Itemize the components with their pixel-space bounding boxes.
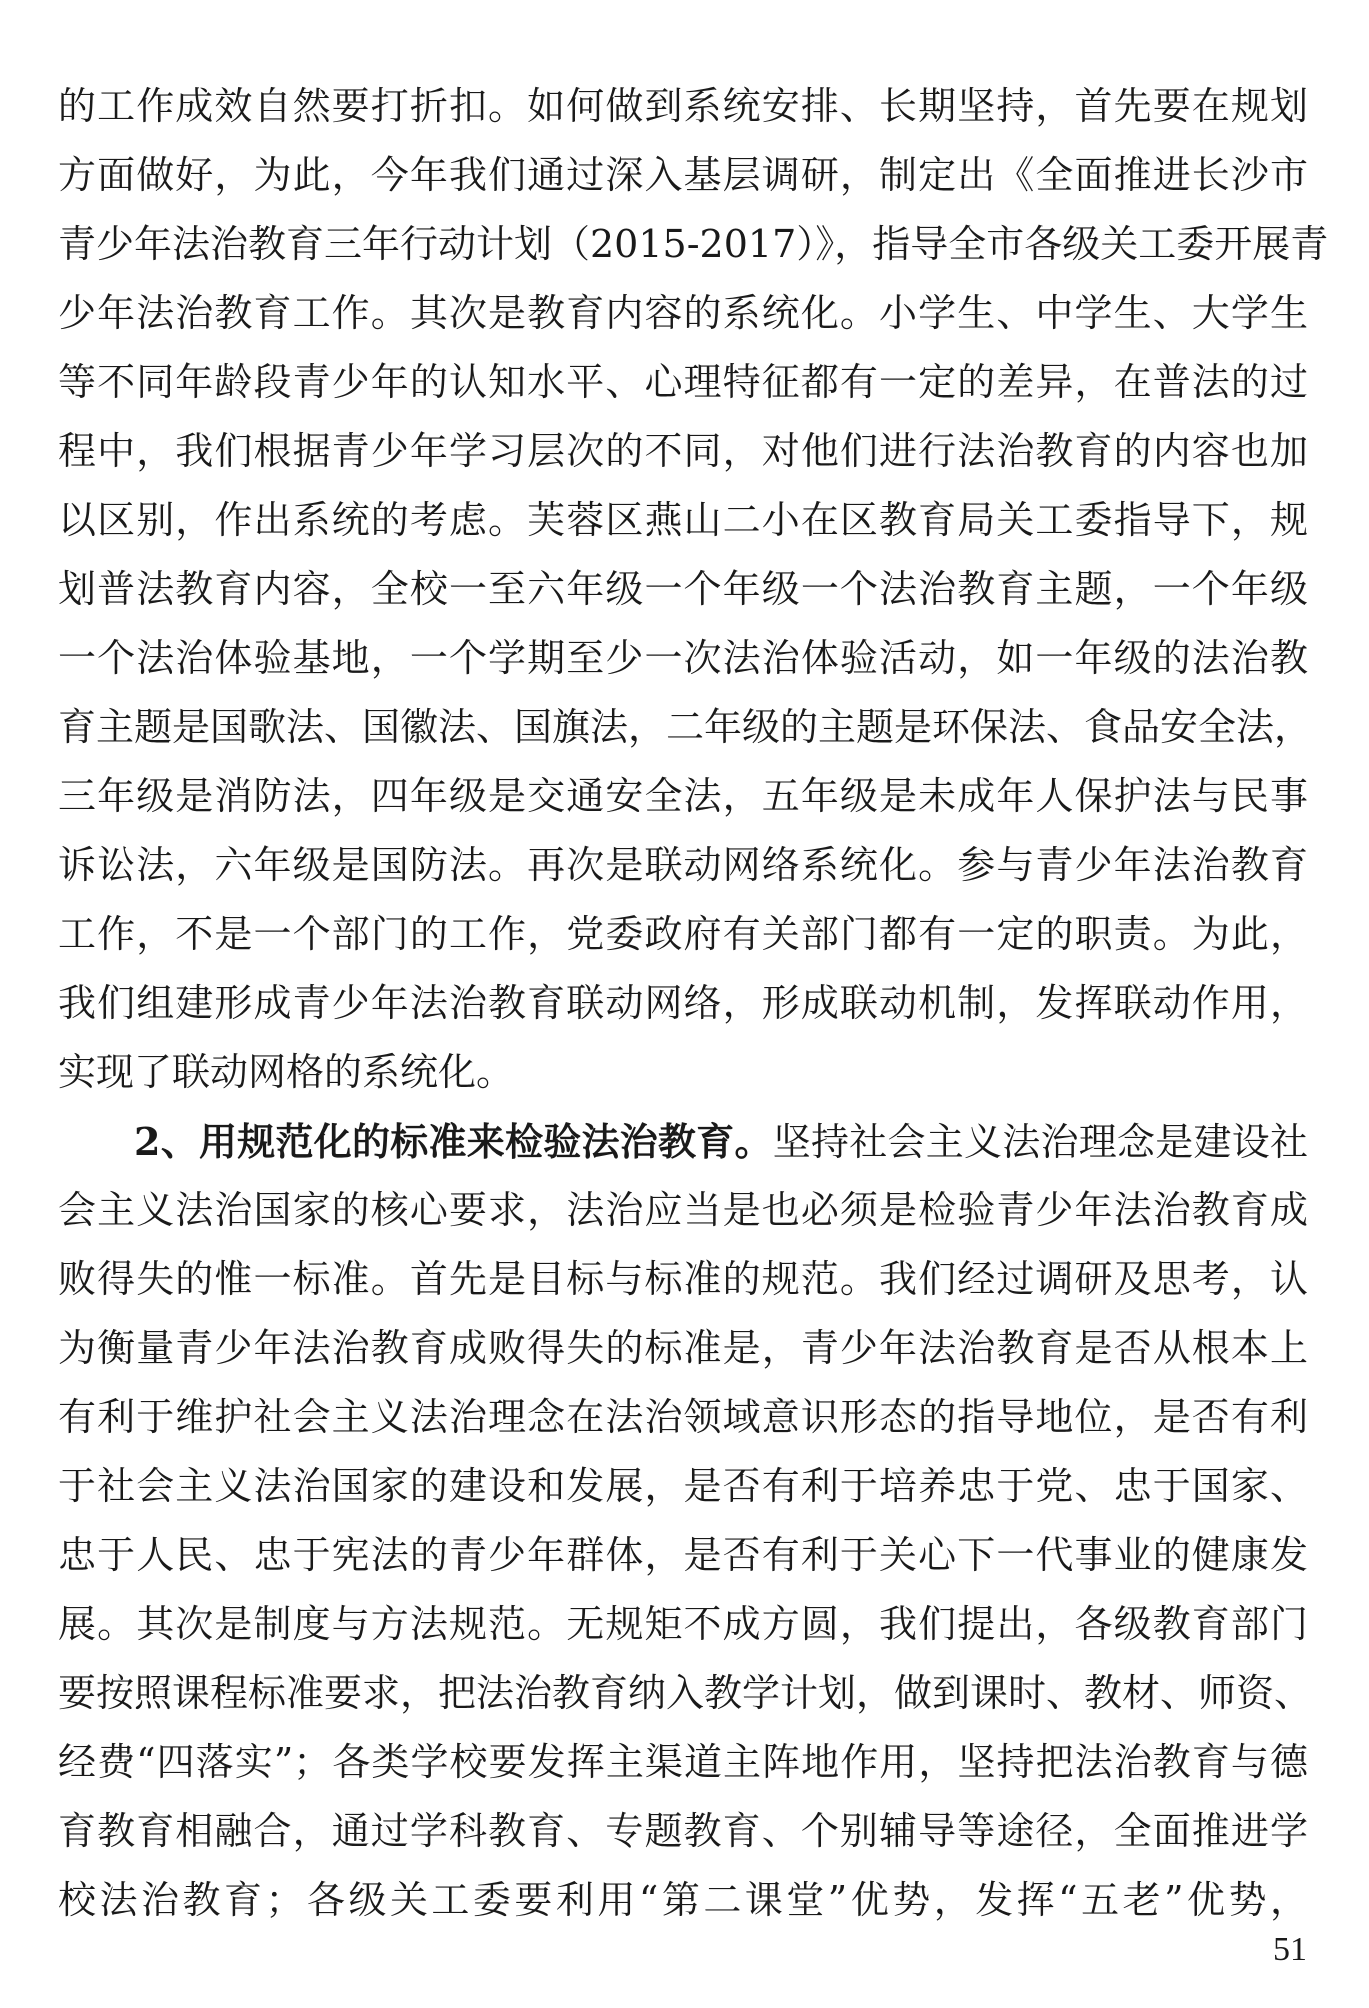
text-line: 方面做好，为此，今年我们通过深入基层调研，制定出《全面推进长沙市	[58, 153, 1308, 197]
text-line: 的工作成效自然要打折扣。如何做到系统安排、长期坚持，首先要在规划	[58, 84, 1308, 128]
text-line: 育教育相融合，通过学科教育、专题教育、个别辅导等途径，全面推进学	[58, 1809, 1308, 1853]
text-line: 诉讼法，六年级是国防法。再次是联动网络系统化。参与青少年法治教育	[58, 843, 1308, 887]
text-line: 一个法治体验基地，一个学期至少一次法治体验活动，如一年级的法治教	[58, 636, 1308, 680]
page-number: 51	[1273, 1931, 1307, 1968]
text-line: 于社会主义法治国家的建设和发展，是否有利于培养忠于党、忠于国家、	[58, 1464, 1308, 1508]
body-text	[58, 72, 1329, 1935]
text-line: 有利于维护社会主义法治理念在法治领域意识形态的指导地位，是否有利	[58, 1395, 1308, 1439]
text-line: 败得失的惟一标准。首先是目标与标准的规范。我们经过调研及思考，认	[58, 1257, 1308, 1301]
heading-continuation: 坚持社会主义法治理念是建设社	[772, 1120, 1308, 1164]
text-line: 划普法教育内容，全校一至六年级一个年级一个法治教育主题，一个年级	[58, 567, 1308, 611]
text-line: 少年法治教育工作。其次是教育内容的系统化。小学生、中学生、大学生	[58, 291, 1308, 335]
text-line: 为衡量青少年法治教育成败得失的标准是，青少年法治教育是否从根本上	[58, 1326, 1308, 1370]
text-line: 经费“四落实”；各类学校要发挥主渠道主阵地作用，坚持把法治教育与德	[58, 1740, 1308, 1784]
paragraph-1	[58, 72, 1329, 1107]
text-line: 忠于人民、忠于宪法的青少年群体，是否有利于关心下一代事业的健康发	[58, 1533, 1308, 1577]
text-line: 三年级是消防法，四年级是交通安全法，五年级是未成年人保护法与民事	[58, 774, 1308, 818]
text-line: 工作，不是一个部门的工作，党委政府有关部门都有一定的职责。为此，	[58, 912, 1308, 956]
text-line: 我们组建形成青少年法治教育联动网络，形成联动机制，发挥联动作用，	[58, 981, 1308, 1025]
paragraph-2	[58, 1107, 1313, 1935]
text-line: 育主题是国歌法、国徽法、国旗法，二年级的主题是环保法、食品安全法，	[58, 705, 1313, 749]
text-line: 以区别，作出系统的考虑。芙蓉区燕山二小在区教育局关工委指导下，规	[58, 498, 1308, 542]
text-line	[58, 1107, 1308, 1176]
text-line: 程中，我们根据青少年学习层次的不同，对他们进行法治教育的内容也加	[58, 429, 1308, 473]
text-line: 会主义法治国家的核心要求，法治应当是也必须是检验青少年法治教育成	[58, 1188, 1308, 1232]
text-line: 要按照课程标准要求，把法治教育纳入教学计划，做到课时、教材、师资、	[58, 1671, 1313, 1715]
section-heading: 2、用规范化的标准来检验法治教育。	[134, 1119, 773, 1164]
text-line: 青少年法治教育三年行动计划（2015-2017）》，指导全市各级关工委开展青	[58, 222, 1329, 266]
text-line: 等不同年龄段青少年的认知水平、心理特征都有一定的差异，在普法的过	[58, 360, 1308, 404]
text-line: 校法治教育；各级关工委要利用“第二课堂”优势，发挥“五老”优势，	[58, 1878, 1308, 1922]
text-line: 实现了联动网格的系统化。	[58, 1050, 515, 1094]
text-line: 展。其次是制度与方法规范。无规矩不成方圆，我们提出，各级教育部门	[58, 1602, 1308, 1646]
